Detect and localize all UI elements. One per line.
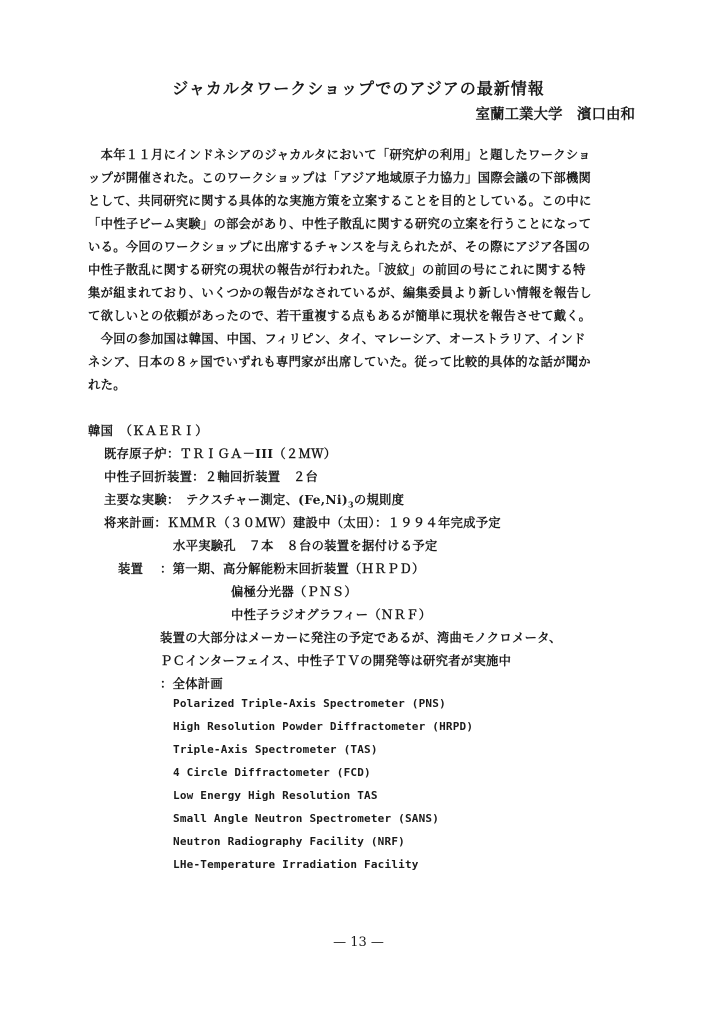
body-text-line: れた。 — [88, 377, 126, 392]
body-text-line: ネシア、日本の８ヶ国でいずれも専門家が出席していた。従って比較的具体的な話が聞か — [88, 354, 591, 369]
existing-reactor: 既存原子炉：ＴＲＩＧＡ－III（２ＭＷ） — [104, 446, 337, 461]
main-experiments-suffix: の規則度 — [353, 492, 405, 507]
body-text-line: 今回の参加国は韓国、中国、フィリピン、タイ、マレーシア、オーストラリア、インド — [88, 331, 586, 346]
instrument-item: Small Angle Neutron Spectrometer (SANS) — [173, 812, 440, 825]
body-text-line: として、共同研究に関する具体的な実施方策を立案することを目的としている。この中に — [88, 193, 592, 208]
future-plan: 将来計画：ＫＭＭＲ（３０ＭＷ）建設中（太田）：１９９４年完成予定 — [104, 515, 501, 530]
beam-holes: 水平実験孔 ７本 ８台の装置を据付ける予定 — [173, 538, 438, 553]
page-number: — 13 — — [333, 935, 384, 950]
body-text-line: て欲しいとの依頼があったので、若干重複する点もあるが簡単に現状を報告させて戴く。 — [88, 308, 592, 323]
instrument-item: High Resolution Powder Diffractometer (HRPD) — [173, 720, 474, 733]
note-line-2: ＰＣインターフェイス、中性子ＴＶの開発等は研究者が実施中 — [160, 653, 512, 668]
instrument-item: Polarized Triple-Axis Spectrometer (PNS) — [173, 697, 446, 710]
body-text-line: ップが開催された。このワークショップは「アジア地域原子力協力」国際会議の下部機関 — [88, 170, 592, 185]
body-text-line: いる。今回のワークショップに出席するチャンスを与えられたが、その際にアジア各国の — [88, 239, 591, 254]
equipment-label: 装置 — [118, 561, 144, 576]
author-affiliation: 室蘭工業大学 濱口由和 — [475, 106, 635, 123]
equipment-nrf: 中性子ラジオグラフィー（ＮＲＦ） — [231, 607, 432, 622]
page-title: ジャカルタワークショップでのアジアの最新情報 — [172, 79, 545, 98]
body-text-line: 本年１１月にインドネシアのジャカルタにおいて「研究炉の利用」と題したワークショ — [88, 147, 591, 162]
instrument-item: Triple-Axis Spectrometer (TAS) — [173, 743, 378, 756]
instrument-item: LHe-Temperature Irradiation Facility — [173, 858, 419, 871]
formula-subscript: 3 — [347, 499, 354, 510]
equipment-phase-1: ：第一期、高分解能粉末回折装置（ＨＲＰＤ） — [160, 561, 425, 576]
instrument-item: 4 Circle Diffractometer (FCD) — [173, 766, 371, 779]
instrument-item: Neutron Radiography Facility (NRF) — [173, 835, 405, 848]
overall-plan-label: ：全体計画 — [160, 676, 223, 691]
body-text-line: 「中性子ビーム実験」の部会があり、中性子散乱に関する研究の立案を行うことになって — [88, 216, 592, 231]
body-text-line: 中性子散乱に関する研究の現状の報告が行われた。「波紋」の前回の号にこれに関する特 — [88, 262, 586, 277]
neutron-diffractometer: 中性子回折装置：２軸回折装置 ２台 — [104, 469, 319, 484]
body-text-line: 集が組まれており、いくつかの報告がなされているが、編集委員より新しい情報を報告し — [88, 285, 592, 300]
main-experiments — [104, 490, 404, 509]
instrument-item: Low Energy High Resolution TAS — [173, 789, 378, 802]
note-line-1: 装置の大部分はメーカーに発注の予定であるが、湾曲モノクロメータ、 — [160, 630, 562, 645]
section-heading-korea: 韓国 （ＫＡＥＲＩ） — [88, 423, 208, 438]
equipment-pns: 偏極分光器（ＰＮＳ） — [231, 584, 357, 599]
main-experiments-text: 主要な実験： テクスチャー測定、(Fe,Ni) — [104, 492, 348, 507]
